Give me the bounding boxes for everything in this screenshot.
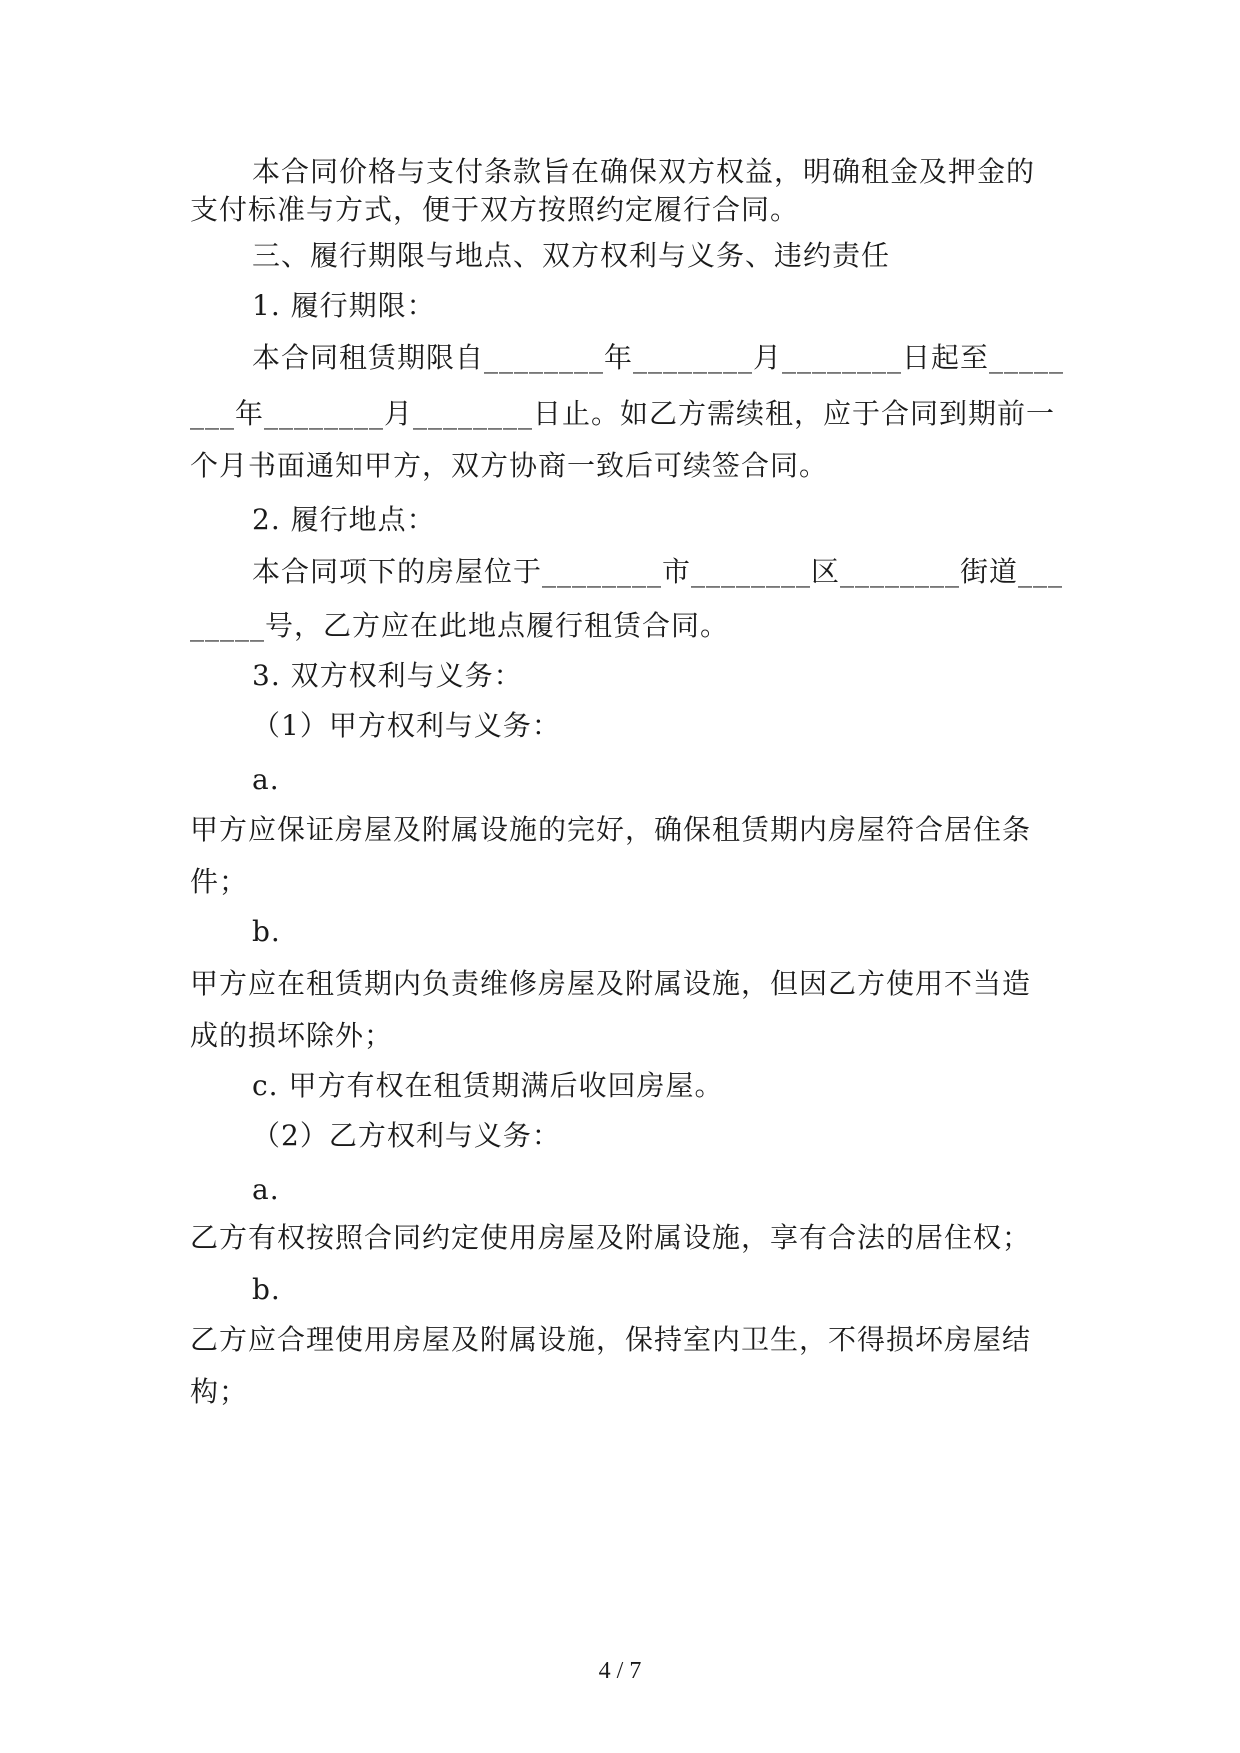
paragraph-line: ___年________月________日止。如乙方需续租，应于合同到期前一 (190, 397, 1056, 430)
paragraph-line: 件； (190, 865, 249, 898)
paragraph-line: _____号，乙方应在此地点履行租赁合同。 (190, 609, 730, 642)
clause-heading: 3. 双方权利与义务： (252, 659, 523, 692)
clause-heading: 2. 履行地点： (252, 503, 436, 536)
paragraph-line: 成的损坏除外； (190, 1019, 394, 1052)
subclause-heading: （1）甲方权利与义务： (252, 709, 561, 742)
paragraph-line: 乙方有权按照合同约定使用房屋及附属设施，享有合法的居住权； (190, 1221, 1032, 1254)
paragraph-line: 构； (190, 1375, 249, 1408)
paragraph-line: 支付标准与方式，便于双方按照约定履行合同。 (190, 193, 800, 226)
paragraph-line: 本合同租赁期限自________年________月________日起至_____ (252, 341, 1065, 374)
item-marker: a. (252, 763, 280, 796)
page-number: 4 / 7 (598, 1658, 642, 1684)
paragraph-line: 个月书面通知甲方，双方协商一致后可续签合同。 (190, 449, 829, 482)
paragraph-line: 本合同项下的房屋位于________市________区________街道___ (252, 555, 1064, 588)
item-marker: b. (252, 1273, 281, 1306)
paragraph-line: 本合同价格与支付条款旨在确保双方权益，明确租金及押金的 (252, 155, 1036, 188)
paragraph-line: 甲方应保证房屋及附属设施的完好，确保租赁期内房屋符合居住条 (190, 813, 1032, 846)
item-marker: a. (252, 1173, 280, 1206)
paragraph-line: 乙方应合理使用房屋及附属设施，保持室内卫生，不得损坏房屋结 (190, 1323, 1032, 1356)
clause-heading: 1. 履行期限： (252, 289, 436, 322)
section-heading: 三、履行期限与地点、双方权利与义务、违约责任 (252, 239, 891, 272)
paragraph-line: 甲方应在租赁期内负责维修房屋及附属设施，但因乙方使用不当造 (190, 967, 1032, 1000)
paragraph-line: c. 甲方有权在租赁期满后收回房屋。 (252, 1069, 724, 1102)
item-marker: b. (252, 915, 281, 948)
subclause-heading: （2）乙方权利与义务： (252, 1119, 561, 1152)
